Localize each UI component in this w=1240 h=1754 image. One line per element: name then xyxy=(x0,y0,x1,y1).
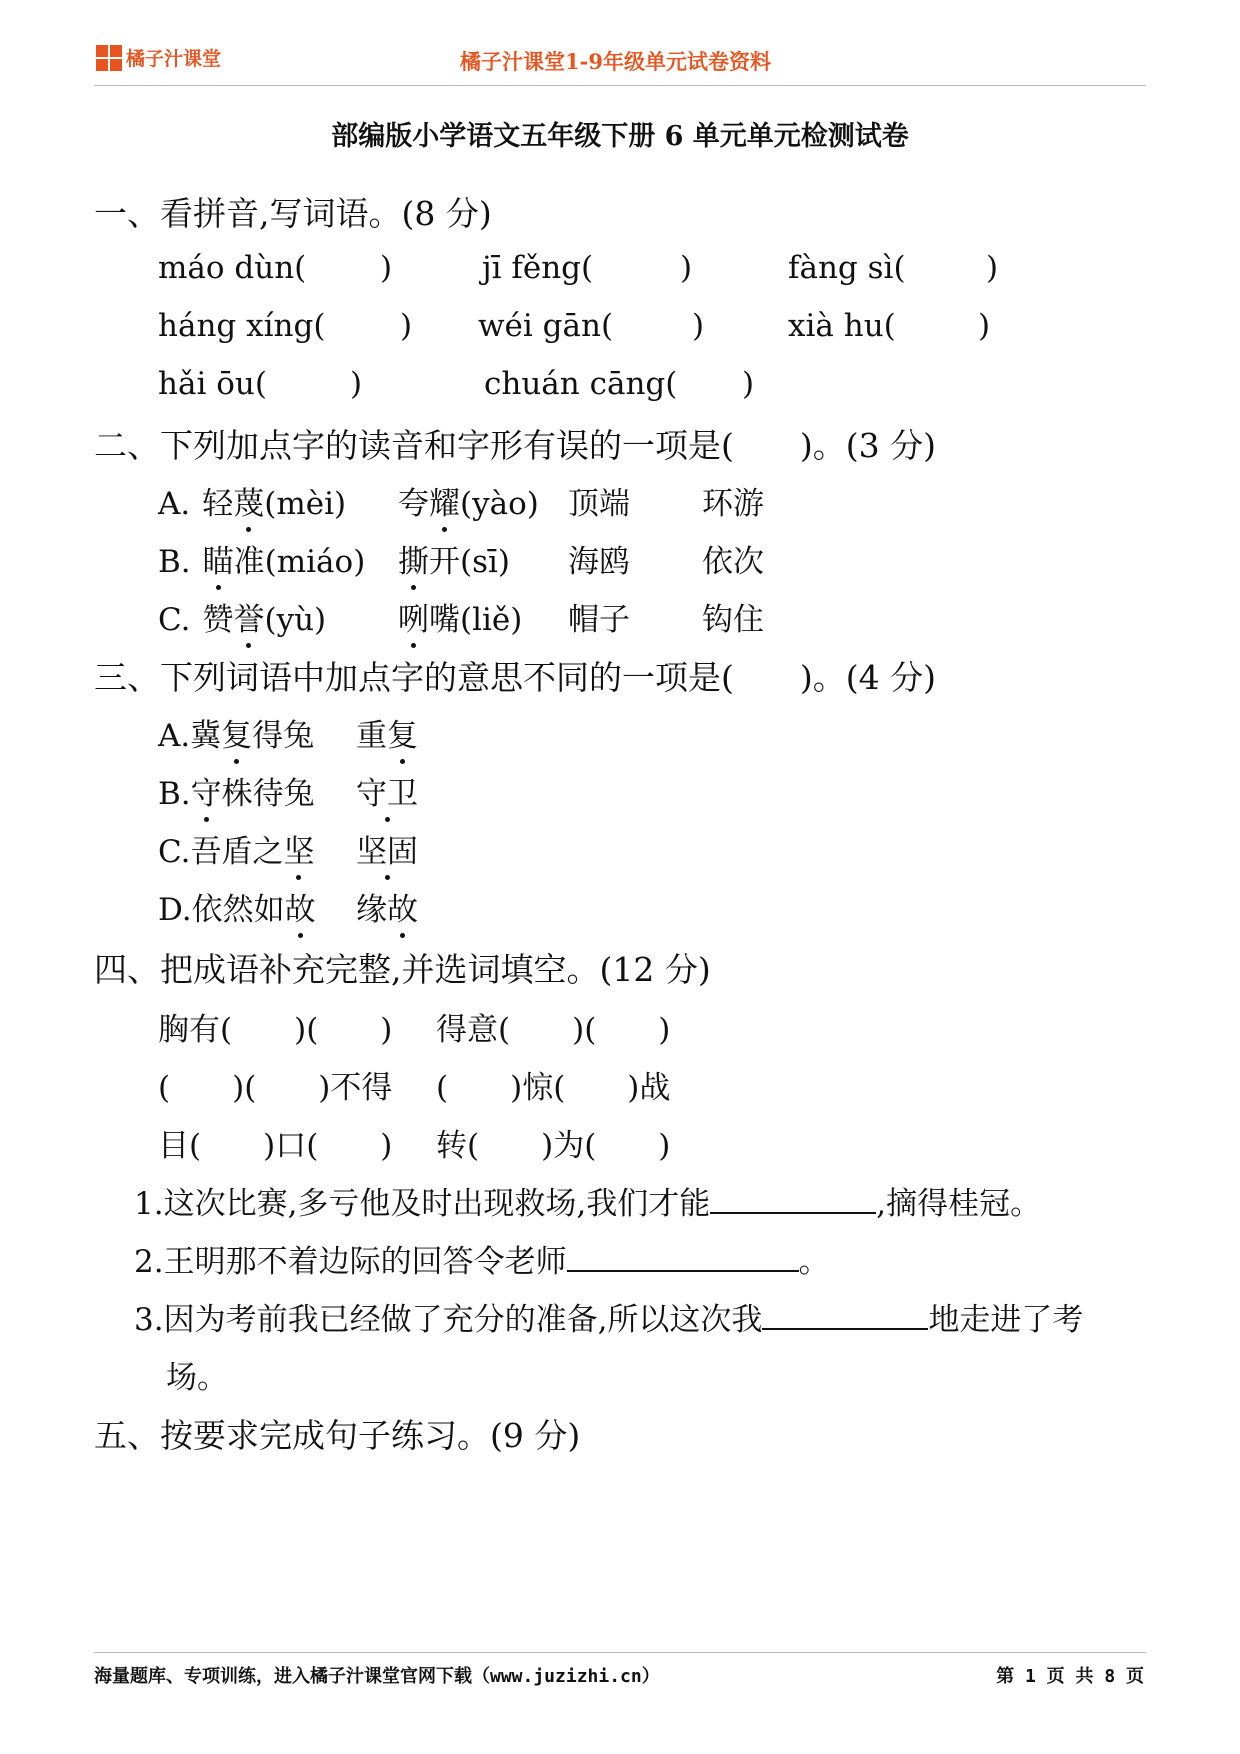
q1-item: hǎi ōu( xyxy=(158,366,267,402)
q2-option-b[interactable]: B. 瞄准(miáo) xyxy=(158,536,365,581)
q1-close: ) xyxy=(978,308,991,344)
q2-option-a-word4: 环游 xyxy=(702,486,764,522)
q4-sentence-3: 3.因为考前我已经做了充分的准备,所以这次我 地走进了考 xyxy=(134,1302,1084,1338)
footer-note: 海量题库、专项训练，进入橘子汁课堂官网下载（www.juzizhi.cn） xyxy=(94,1666,660,1687)
q1-close: ) xyxy=(680,250,693,286)
answer-blank[interactable] xyxy=(762,1300,928,1330)
page-number: 第 1 页 共 8 页 xyxy=(996,1666,1144,1687)
logo-icon xyxy=(96,45,122,71)
q1-close: ) xyxy=(350,366,363,402)
brand-logo xyxy=(96,44,221,71)
q2-option-c-word2: 咧嘴(liě) xyxy=(398,594,522,639)
q1-close: ) xyxy=(400,308,413,344)
q1-close: ) xyxy=(692,308,705,344)
q2-option-c-word3: 帽子 xyxy=(568,602,630,638)
q1-item: jī fěng( xyxy=(482,250,594,286)
q1-item: háng xíng( xyxy=(158,308,326,344)
q2-option-a[interactable]: A. 轻蔑(mèi) xyxy=(158,478,346,523)
q1-close: ) xyxy=(742,366,755,402)
q1-item: chuán cāng( xyxy=(484,366,678,402)
q2-option-b-word2: 撕开(sī) xyxy=(398,536,510,581)
q3-option-a[interactable]: A.冀复得兔 xyxy=(158,710,314,755)
q2-option-a-word2: 夸耀(yào) xyxy=(398,478,539,523)
q1-item: máo dùn( xyxy=(158,250,307,286)
q2-option-c[interactable]: C. 赞誉(yù) xyxy=(158,594,326,639)
q2-option-c-word4: 钩住 xyxy=(702,602,764,638)
q4-idiom: ( )惊( )战 xyxy=(436,1070,671,1106)
q2-option-b-word4: 依次 xyxy=(702,544,764,580)
answer-blank[interactable] xyxy=(710,1184,876,1214)
q3-heading: 三、下列词语中加点字的意思不同的一项是( )。(4 分) xyxy=(94,658,936,697)
q3-option-d-compare: 缘故 xyxy=(356,884,418,929)
q2-option-b-word3: 海鸥 xyxy=(568,544,630,580)
q3-option-a-compare: 重复 xyxy=(356,710,418,755)
q4-sentence-2: 2.王明那不着边际的回答令老师 。 xyxy=(134,1244,830,1280)
header-divider xyxy=(94,85,1146,86)
q4-heading: 四、把成语补充完整,并选词填空。(12 分) xyxy=(94,950,711,989)
q4-sentence-1: 1.这次比赛,多亏他及时出现救场,我们才能 ,摘得桂冠。 xyxy=(134,1186,1042,1222)
q4-idiom: 得意( )( ) xyxy=(436,1012,671,1048)
q1-item: xià hu( xyxy=(788,308,896,344)
q3-option-c-compare: 坚固 xyxy=(356,826,418,871)
q5-heading: 五、按要求完成句子练习。(9 分) xyxy=(94,1416,581,1455)
q4-idiom: ( )( )不得 xyxy=(158,1070,393,1106)
q1-item: fàng sì( xyxy=(788,250,906,286)
q4-idiom: 胸有( )( ) xyxy=(158,1012,393,1048)
q2-option-a-word3: 顶端 xyxy=(568,486,630,522)
q1-item: wéi gān( xyxy=(478,308,614,344)
answer-blank[interactable] xyxy=(567,1242,799,1272)
q1-heading: 一、看拼音,写词语。(8 分) xyxy=(94,194,492,233)
footer-divider xyxy=(94,1652,1146,1653)
q3-option-d[interactable]: D.依然如故 xyxy=(158,884,316,929)
q3-option-b-compare: 守卫 xyxy=(356,768,418,813)
q4-idiom: 目( )口( ) xyxy=(158,1128,393,1164)
q3-option-c[interactable]: C.吾盾之坚 xyxy=(158,826,314,871)
q2-heading: 二、下列加点字的读音和字形有误的一项是( )。(3 分) xyxy=(94,426,936,465)
brand-name: 橘子汁课堂 xyxy=(126,48,222,70)
document-title: 部编版小学语文五年级下册 6 单元单元检测试卷 xyxy=(331,121,909,152)
q4-idiom: 转( )为( ) xyxy=(436,1128,671,1164)
q3-option-b[interactable]: B.守株待兔 xyxy=(158,768,315,813)
header-title: 橘子汁课堂1-9年级单元试卷资料 xyxy=(460,49,771,74)
q4-sentence-3-cont: 场。 xyxy=(166,1360,228,1396)
q1-close: ) xyxy=(986,250,999,286)
q1-close: ) xyxy=(380,250,393,286)
